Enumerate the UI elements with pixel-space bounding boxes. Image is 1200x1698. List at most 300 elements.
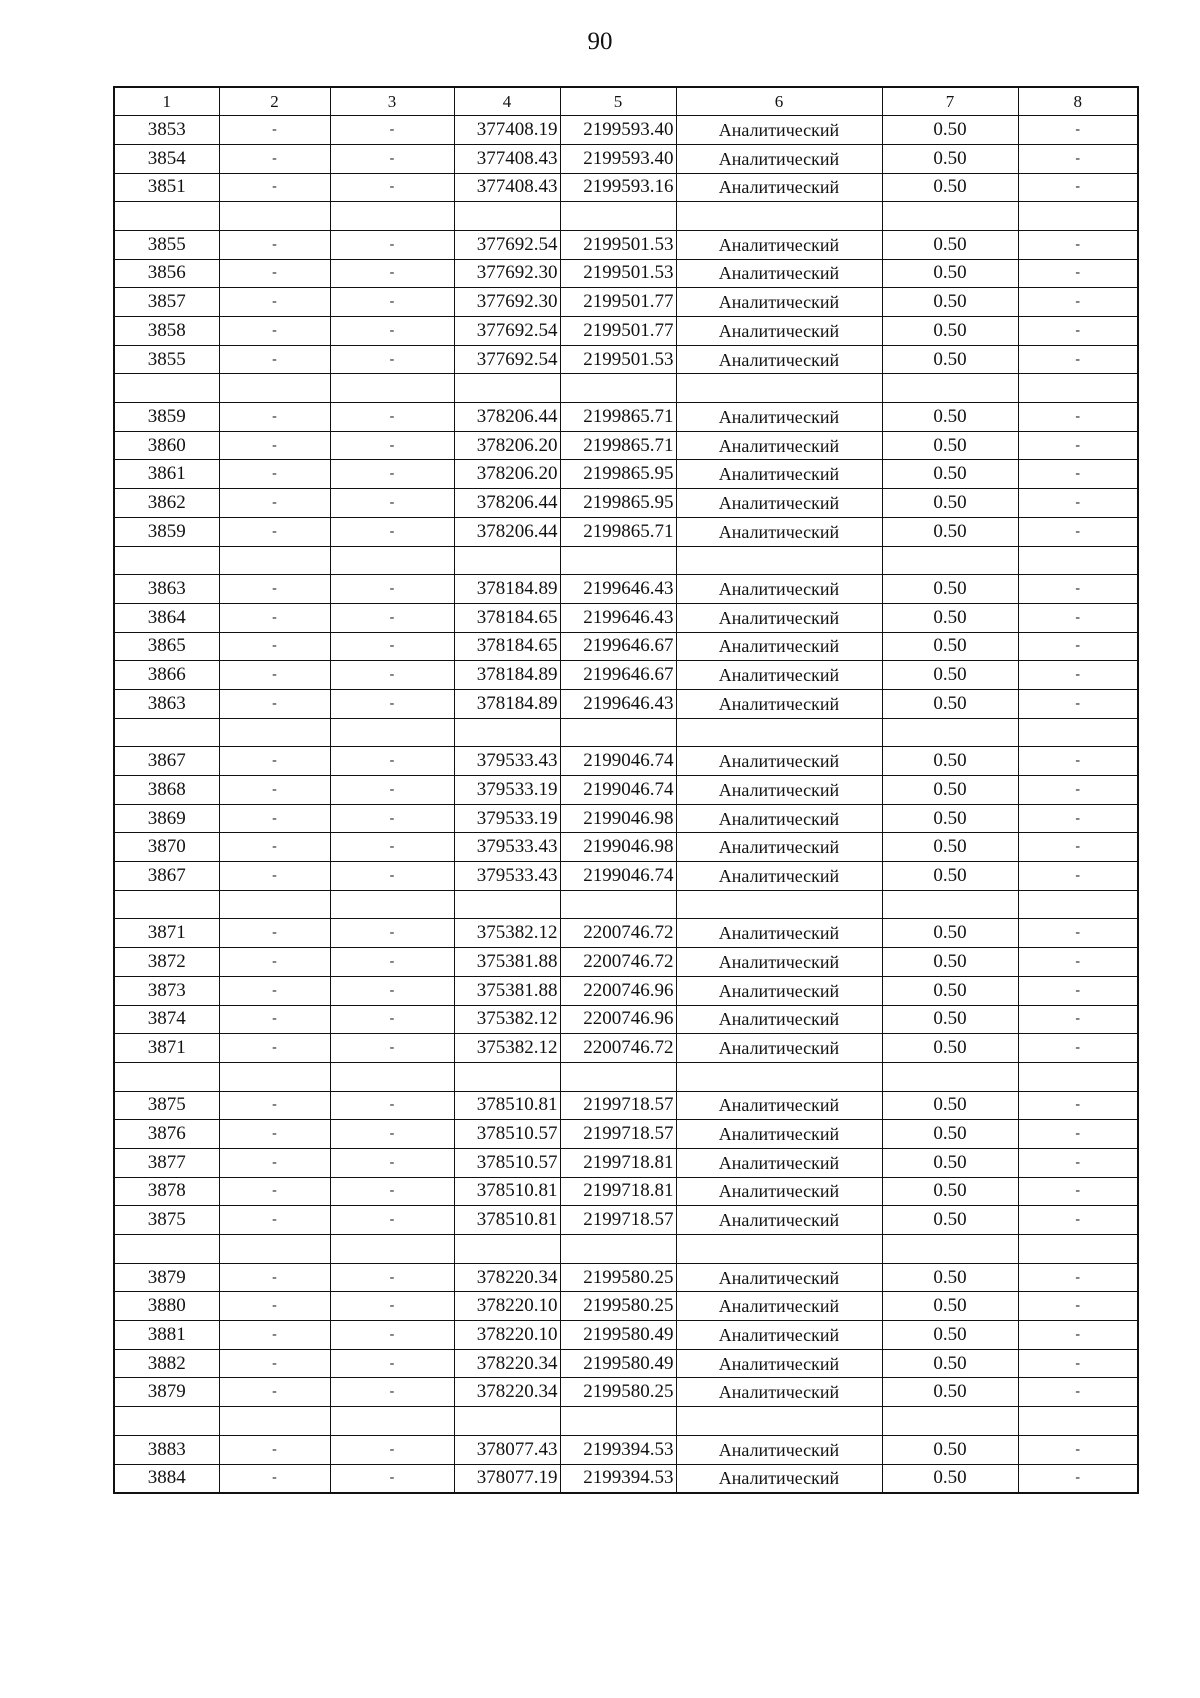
- accuracy-cell: 0.50: [882, 317, 1018, 346]
- column-header: 4: [454, 87, 560, 116]
- col2-cell: -: [219, 1349, 330, 1378]
- y-coordinate-cell: 2199046.98: [560, 804, 676, 833]
- col8-cell: -: [1018, 1177, 1138, 1206]
- col3-cell: -: [330, 919, 454, 948]
- y-coordinate-cell: 2199718.57: [560, 1120, 676, 1149]
- col3-cell: -: [330, 288, 454, 317]
- empty-cell: [114, 890, 219, 919]
- col2-cell: -: [219, 747, 330, 776]
- table-row: [114, 1435, 1138, 1464]
- method-cell: Аналитический: [676, 489, 882, 518]
- x-coordinate-cell: 379533.19: [454, 776, 560, 805]
- accuracy-cell: 0.50: [882, 1005, 1018, 1034]
- accuracy-cell: 0.50: [882, 1464, 1018, 1493]
- col3-cell: -: [330, 230, 454, 259]
- empty-cell: [330, 546, 454, 575]
- empty-cell: [219, 1235, 330, 1264]
- empty-cell: [330, 1407, 454, 1436]
- empty-cell: [219, 890, 330, 919]
- y-coordinate-cell: 2199046.74: [560, 776, 676, 805]
- point-number-cell: 3867: [114, 862, 219, 891]
- empty-cell: [219, 374, 330, 403]
- col2-cell: -: [219, 1091, 330, 1120]
- method-cell: Аналитический: [676, 431, 882, 460]
- method-cell: Аналитический: [676, 575, 882, 604]
- method-cell: Аналитический: [676, 632, 882, 661]
- accuracy-cell: 0.50: [882, 1321, 1018, 1350]
- col2-cell: -: [219, 144, 330, 173]
- col3-cell: -: [330, 259, 454, 288]
- table-row: [114, 747, 1138, 776]
- col3-cell: -: [330, 632, 454, 661]
- point-number-cell: 3864: [114, 603, 219, 632]
- empty-cell: [560, 1235, 676, 1264]
- table-body: [114, 116, 1138, 1493]
- col8-cell: -: [1018, 431, 1138, 460]
- col8-cell: -: [1018, 1120, 1138, 1149]
- x-coordinate-cell: 378206.44: [454, 517, 560, 546]
- table-row: [114, 632, 1138, 661]
- col2-cell: -: [219, 345, 330, 374]
- point-number-cell: 3879: [114, 1378, 219, 1407]
- x-coordinate-cell: 375381.88: [454, 948, 560, 977]
- col3-cell: -: [330, 1206, 454, 1235]
- point-number-cell: 3879: [114, 1263, 219, 1292]
- method-cell: Аналитический: [676, 288, 882, 317]
- point-number-cell: 3884: [114, 1464, 219, 1493]
- col2-cell: -: [219, 1435, 330, 1464]
- col3-cell: -: [330, 1263, 454, 1292]
- col3-cell: -: [330, 431, 454, 460]
- col2-cell: -: [219, 1292, 330, 1321]
- point-number-cell: 3871: [114, 919, 219, 948]
- accuracy-cell: 0.50: [882, 173, 1018, 202]
- col2-cell: -: [219, 230, 330, 259]
- empty-cell: [1018, 718, 1138, 747]
- col2-cell: -: [219, 460, 330, 489]
- group-separator-row: [114, 1235, 1138, 1264]
- x-coordinate-cell: 378510.57: [454, 1148, 560, 1177]
- method-cell: Аналитический: [676, 1464, 882, 1493]
- method-cell: Аналитический: [676, 403, 882, 432]
- page-number: 90: [587, 28, 613, 55]
- col2-cell: -: [219, 1378, 330, 1407]
- point-number-cell: 3863: [114, 689, 219, 718]
- col8-cell: -: [1018, 517, 1138, 546]
- column-header: 3: [330, 87, 454, 116]
- y-coordinate-cell: 2199718.81: [560, 1177, 676, 1206]
- point-number-cell: 3851: [114, 173, 219, 202]
- col8-cell: -: [1018, 862, 1138, 891]
- x-coordinate-cell: 378510.81: [454, 1206, 560, 1235]
- y-coordinate-cell: 2199501.53: [560, 259, 676, 288]
- x-coordinate-cell: 378206.44: [454, 489, 560, 518]
- accuracy-cell: 0.50: [882, 1177, 1018, 1206]
- point-number-cell: 3881: [114, 1321, 219, 1350]
- col3-cell: -: [330, 833, 454, 862]
- accuracy-cell: 0.50: [882, 1206, 1018, 1235]
- x-coordinate-cell: 375382.12: [454, 1005, 560, 1034]
- x-coordinate-cell: 378220.10: [454, 1321, 560, 1350]
- accuracy-cell: 0.50: [882, 144, 1018, 173]
- column-header: 5: [560, 87, 676, 116]
- x-coordinate-cell: 378077.43: [454, 1435, 560, 1464]
- y-coordinate-cell: 2199865.71: [560, 431, 676, 460]
- accuracy-cell: 0.50: [882, 575, 1018, 604]
- empty-cell: [882, 374, 1018, 403]
- col8-cell: -: [1018, 575, 1138, 604]
- col3-cell: -: [330, 1321, 454, 1350]
- column-header: 2: [219, 87, 330, 116]
- y-coordinate-cell: 2199718.57: [560, 1206, 676, 1235]
- table-row: [114, 1349, 1138, 1378]
- y-coordinate-cell: 2199865.71: [560, 403, 676, 432]
- table-row: [114, 345, 1138, 374]
- point-number-cell: 3857: [114, 288, 219, 317]
- col8-cell: -: [1018, 1292, 1138, 1321]
- col2-cell: -: [219, 919, 330, 948]
- point-number-cell: 3880: [114, 1292, 219, 1321]
- method-cell: Аналитический: [676, 661, 882, 690]
- x-coordinate-cell: 378220.10: [454, 1292, 560, 1321]
- point-number-cell: 3882: [114, 1349, 219, 1378]
- accuracy-cell: 0.50: [882, 689, 1018, 718]
- empty-cell: [454, 546, 560, 575]
- col2-cell: -: [219, 517, 330, 546]
- col2-cell: -: [219, 1321, 330, 1350]
- method-cell: Аналитический: [676, 862, 882, 891]
- table-row: [114, 116, 1138, 145]
- y-coordinate-cell: 2199646.43: [560, 575, 676, 604]
- method-cell: Аналитический: [676, 144, 882, 173]
- accuracy-cell: 0.50: [882, 919, 1018, 948]
- col2-cell: -: [219, 976, 330, 1005]
- method-cell: Аналитический: [676, 1349, 882, 1378]
- accuracy-cell: 0.50: [882, 460, 1018, 489]
- empty-cell: [1018, 202, 1138, 231]
- y-coordinate-cell: 2200746.72: [560, 1034, 676, 1063]
- col3-cell: -: [330, 1091, 454, 1120]
- table-row: [114, 489, 1138, 518]
- accuracy-cell: 0.50: [882, 1034, 1018, 1063]
- point-number-cell: 3874: [114, 1005, 219, 1034]
- y-coordinate-cell: 2199580.49: [560, 1321, 676, 1350]
- column-header: 6: [676, 87, 882, 116]
- col2-cell: -: [219, 173, 330, 202]
- col8-cell: -: [1018, 116, 1138, 145]
- point-number-cell: 3876: [114, 1120, 219, 1149]
- col3-cell: -: [330, 1148, 454, 1177]
- empty-cell: [882, 718, 1018, 747]
- table-row: [114, 833, 1138, 862]
- y-coordinate-cell: 2200746.72: [560, 948, 676, 977]
- col8-cell: -: [1018, 1464, 1138, 1493]
- col8-cell: -: [1018, 230, 1138, 259]
- empty-cell: [219, 1407, 330, 1436]
- y-coordinate-cell: 2199394.53: [560, 1435, 676, 1464]
- col8-cell: -: [1018, 259, 1138, 288]
- col8-cell: -: [1018, 1148, 1138, 1177]
- col8-cell: -: [1018, 1034, 1138, 1063]
- empty-cell: [114, 718, 219, 747]
- col3-cell: -: [330, 776, 454, 805]
- x-coordinate-cell: 378206.20: [454, 460, 560, 489]
- y-coordinate-cell: 2199046.74: [560, 862, 676, 891]
- accuracy-cell: 0.50: [882, 1292, 1018, 1321]
- table-row: [114, 1148, 1138, 1177]
- x-coordinate-cell: 377692.30: [454, 259, 560, 288]
- x-coordinate-cell: 378206.44: [454, 403, 560, 432]
- method-cell: Аналитический: [676, 1034, 882, 1063]
- point-number-cell: 3867: [114, 747, 219, 776]
- empty-cell: [114, 1407, 219, 1436]
- empty-cell: [114, 1235, 219, 1264]
- x-coordinate-cell: 375381.88: [454, 976, 560, 1005]
- point-number-cell: 3872: [114, 948, 219, 977]
- col8-cell: -: [1018, 632, 1138, 661]
- table-row: [114, 1120, 1138, 1149]
- y-coordinate-cell: 2199865.95: [560, 489, 676, 518]
- x-coordinate-cell: 377408.19: [454, 116, 560, 145]
- accuracy-cell: 0.50: [882, 632, 1018, 661]
- col8-cell: -: [1018, 747, 1138, 776]
- col3-cell: -: [330, 1005, 454, 1034]
- empty-cell: [330, 718, 454, 747]
- x-coordinate-cell: 377408.43: [454, 144, 560, 173]
- col3-cell: -: [330, 603, 454, 632]
- col3-cell: -: [330, 489, 454, 518]
- y-coordinate-cell: 2200746.72: [560, 919, 676, 948]
- y-coordinate-cell: 2199646.43: [560, 689, 676, 718]
- col2-cell: -: [219, 689, 330, 718]
- col2-cell: -: [219, 575, 330, 604]
- y-coordinate-cell: 2200746.96: [560, 1005, 676, 1034]
- col2-cell: -: [219, 403, 330, 432]
- y-coordinate-cell: 2199718.81: [560, 1148, 676, 1177]
- col2-cell: -: [219, 804, 330, 833]
- table-row: [114, 144, 1138, 173]
- y-coordinate-cell: 2199501.53: [560, 345, 676, 374]
- point-number-cell: 3855: [114, 230, 219, 259]
- empty-cell: [882, 1407, 1018, 1436]
- col2-cell: -: [219, 1005, 330, 1034]
- col8-cell: -: [1018, 317, 1138, 346]
- col8-cell: -: [1018, 833, 1138, 862]
- accuracy-cell: 0.50: [882, 776, 1018, 805]
- method-cell: Аналитический: [676, 747, 882, 776]
- col8-cell: -: [1018, 1206, 1138, 1235]
- empty-cell: [114, 202, 219, 231]
- col8-cell: -: [1018, 1321, 1138, 1350]
- col2-cell: -: [219, 862, 330, 891]
- col2-cell: -: [219, 1464, 330, 1493]
- col8-cell: -: [1018, 776, 1138, 805]
- col3-cell: -: [330, 575, 454, 604]
- point-number-cell: 3853: [114, 116, 219, 145]
- y-coordinate-cell: 2199718.57: [560, 1091, 676, 1120]
- empty-cell: [676, 374, 882, 403]
- method-cell: Аналитический: [676, 804, 882, 833]
- table-row: [114, 1177, 1138, 1206]
- col8-cell: -: [1018, 1378, 1138, 1407]
- col3-cell: -: [330, 517, 454, 546]
- method-cell: Аналитический: [676, 517, 882, 546]
- point-number-cell: 3883: [114, 1435, 219, 1464]
- table-row: [114, 288, 1138, 317]
- empty-cell: [330, 374, 454, 403]
- empty-cell: [676, 718, 882, 747]
- x-coordinate-cell: 378184.89: [454, 575, 560, 604]
- x-coordinate-cell: 378077.19: [454, 1464, 560, 1493]
- group-separator-row: [114, 546, 1138, 575]
- table-row: [114, 1464, 1138, 1493]
- col8-cell: -: [1018, 144, 1138, 173]
- table-row: [114, 919, 1138, 948]
- accuracy-cell: 0.50: [882, 747, 1018, 776]
- accuracy-cell: 0.50: [882, 833, 1018, 862]
- col3-cell: -: [330, 948, 454, 977]
- col8-cell: -: [1018, 1091, 1138, 1120]
- method-cell: Аналитический: [676, 173, 882, 202]
- method-cell: Аналитический: [676, 976, 882, 1005]
- col8-cell: -: [1018, 804, 1138, 833]
- empty-cell: [454, 202, 560, 231]
- table-row: [114, 173, 1138, 202]
- method-cell: Аналитический: [676, 1435, 882, 1464]
- table-row: [114, 1378, 1138, 1407]
- col8-cell: -: [1018, 460, 1138, 489]
- point-number-cell: 3860: [114, 431, 219, 460]
- point-number-cell: 3866: [114, 661, 219, 690]
- group-separator-row: [114, 890, 1138, 919]
- col2-cell: -: [219, 317, 330, 346]
- method-cell: Аналитический: [676, 1378, 882, 1407]
- y-coordinate-cell: 2199580.49: [560, 1349, 676, 1378]
- y-coordinate-cell: 2199593.40: [560, 116, 676, 145]
- empty-cell: [560, 202, 676, 231]
- table-row: [114, 661, 1138, 690]
- point-number-cell: 3859: [114, 517, 219, 546]
- accuracy-cell: 0.50: [882, 230, 1018, 259]
- accuracy-cell: 0.50: [882, 431, 1018, 460]
- method-cell: Аналитический: [676, 1292, 882, 1321]
- point-number-cell: 3873: [114, 976, 219, 1005]
- point-number-cell: 3863: [114, 575, 219, 604]
- col8-cell: -: [1018, 288, 1138, 317]
- col2-cell: -: [219, 1034, 330, 1063]
- col3-cell: -: [330, 862, 454, 891]
- point-number-cell: 3859: [114, 403, 219, 432]
- y-coordinate-cell: 2199580.25: [560, 1378, 676, 1407]
- x-coordinate-cell: 377692.54: [454, 345, 560, 374]
- empty-cell: [114, 1062, 219, 1091]
- table-row: [114, 317, 1138, 346]
- method-cell: Аналитический: [676, 1177, 882, 1206]
- accuracy-cell: 0.50: [882, 976, 1018, 1005]
- col8-cell: -: [1018, 689, 1138, 718]
- accuracy-cell: 0.50: [882, 517, 1018, 546]
- method-cell: Аналитический: [676, 116, 882, 145]
- method-cell: Аналитический: [676, 460, 882, 489]
- point-number-cell: 3861: [114, 460, 219, 489]
- col8-cell: -: [1018, 1435, 1138, 1464]
- y-coordinate-cell: 2199646.43: [560, 603, 676, 632]
- x-coordinate-cell: 378510.81: [454, 1177, 560, 1206]
- col8-cell: -: [1018, 173, 1138, 202]
- table-row: [114, 1321, 1138, 1350]
- y-coordinate-cell: 2199646.67: [560, 661, 676, 690]
- y-coordinate-cell: 2199646.67: [560, 632, 676, 661]
- method-cell: Аналитический: [676, 776, 882, 805]
- empty-cell: [114, 374, 219, 403]
- empty-cell: [330, 890, 454, 919]
- y-coordinate-cell: 2199501.53: [560, 230, 676, 259]
- col3-cell: -: [330, 460, 454, 489]
- y-coordinate-cell: 2199046.98: [560, 833, 676, 862]
- column-header: 7: [882, 87, 1018, 116]
- x-coordinate-cell: 379533.43: [454, 833, 560, 862]
- y-coordinate-cell: 2199501.77: [560, 288, 676, 317]
- col8-cell: -: [1018, 489, 1138, 518]
- col3-cell: -: [330, 747, 454, 776]
- table-row: [114, 1005, 1138, 1034]
- accuracy-cell: 0.50: [882, 1263, 1018, 1292]
- col8-cell: -: [1018, 1349, 1138, 1378]
- y-coordinate-cell: 2199501.77: [560, 317, 676, 346]
- col2-cell: -: [219, 1177, 330, 1206]
- accuracy-cell: 0.50: [882, 862, 1018, 891]
- table-row: [114, 1263, 1138, 1292]
- empty-cell: [1018, 1062, 1138, 1091]
- col3-cell: -: [330, 403, 454, 432]
- col3-cell: -: [330, 1435, 454, 1464]
- col2-cell: -: [219, 259, 330, 288]
- table-row: [114, 575, 1138, 604]
- group-separator-row: [114, 1062, 1138, 1091]
- col2-cell: -: [219, 833, 330, 862]
- method-cell: Аналитический: [676, 1005, 882, 1034]
- x-coordinate-cell: 378220.34: [454, 1378, 560, 1407]
- group-separator-row: [114, 1407, 1138, 1436]
- y-coordinate-cell: 2199046.74: [560, 747, 676, 776]
- point-number-cell: 3871: [114, 1034, 219, 1063]
- empty-cell: [1018, 890, 1138, 919]
- empty-cell: [676, 546, 882, 575]
- col3-cell: -: [330, 1349, 454, 1378]
- col3-cell: -: [330, 144, 454, 173]
- accuracy-cell: 0.50: [882, 1435, 1018, 1464]
- col3-cell: -: [330, 804, 454, 833]
- table-row: [114, 1292, 1138, 1321]
- table-row: [114, 776, 1138, 805]
- col2-cell: -: [219, 661, 330, 690]
- x-coordinate-cell: 379533.43: [454, 862, 560, 891]
- col3-cell: -: [330, 345, 454, 374]
- col8-cell: -: [1018, 661, 1138, 690]
- table-row: [114, 431, 1138, 460]
- col2-cell: -: [219, 1148, 330, 1177]
- point-number-cell: 3878: [114, 1177, 219, 1206]
- x-coordinate-cell: 378220.34: [454, 1349, 560, 1378]
- empty-cell: [560, 1062, 676, 1091]
- empty-cell: [1018, 1235, 1138, 1264]
- point-number-cell: 3855: [114, 345, 219, 374]
- table-row: [114, 948, 1138, 977]
- method-cell: Аналитический: [676, 1148, 882, 1177]
- col2-cell: -: [219, 431, 330, 460]
- coordinates-table: [113, 86, 1139, 1494]
- empty-cell: [219, 718, 330, 747]
